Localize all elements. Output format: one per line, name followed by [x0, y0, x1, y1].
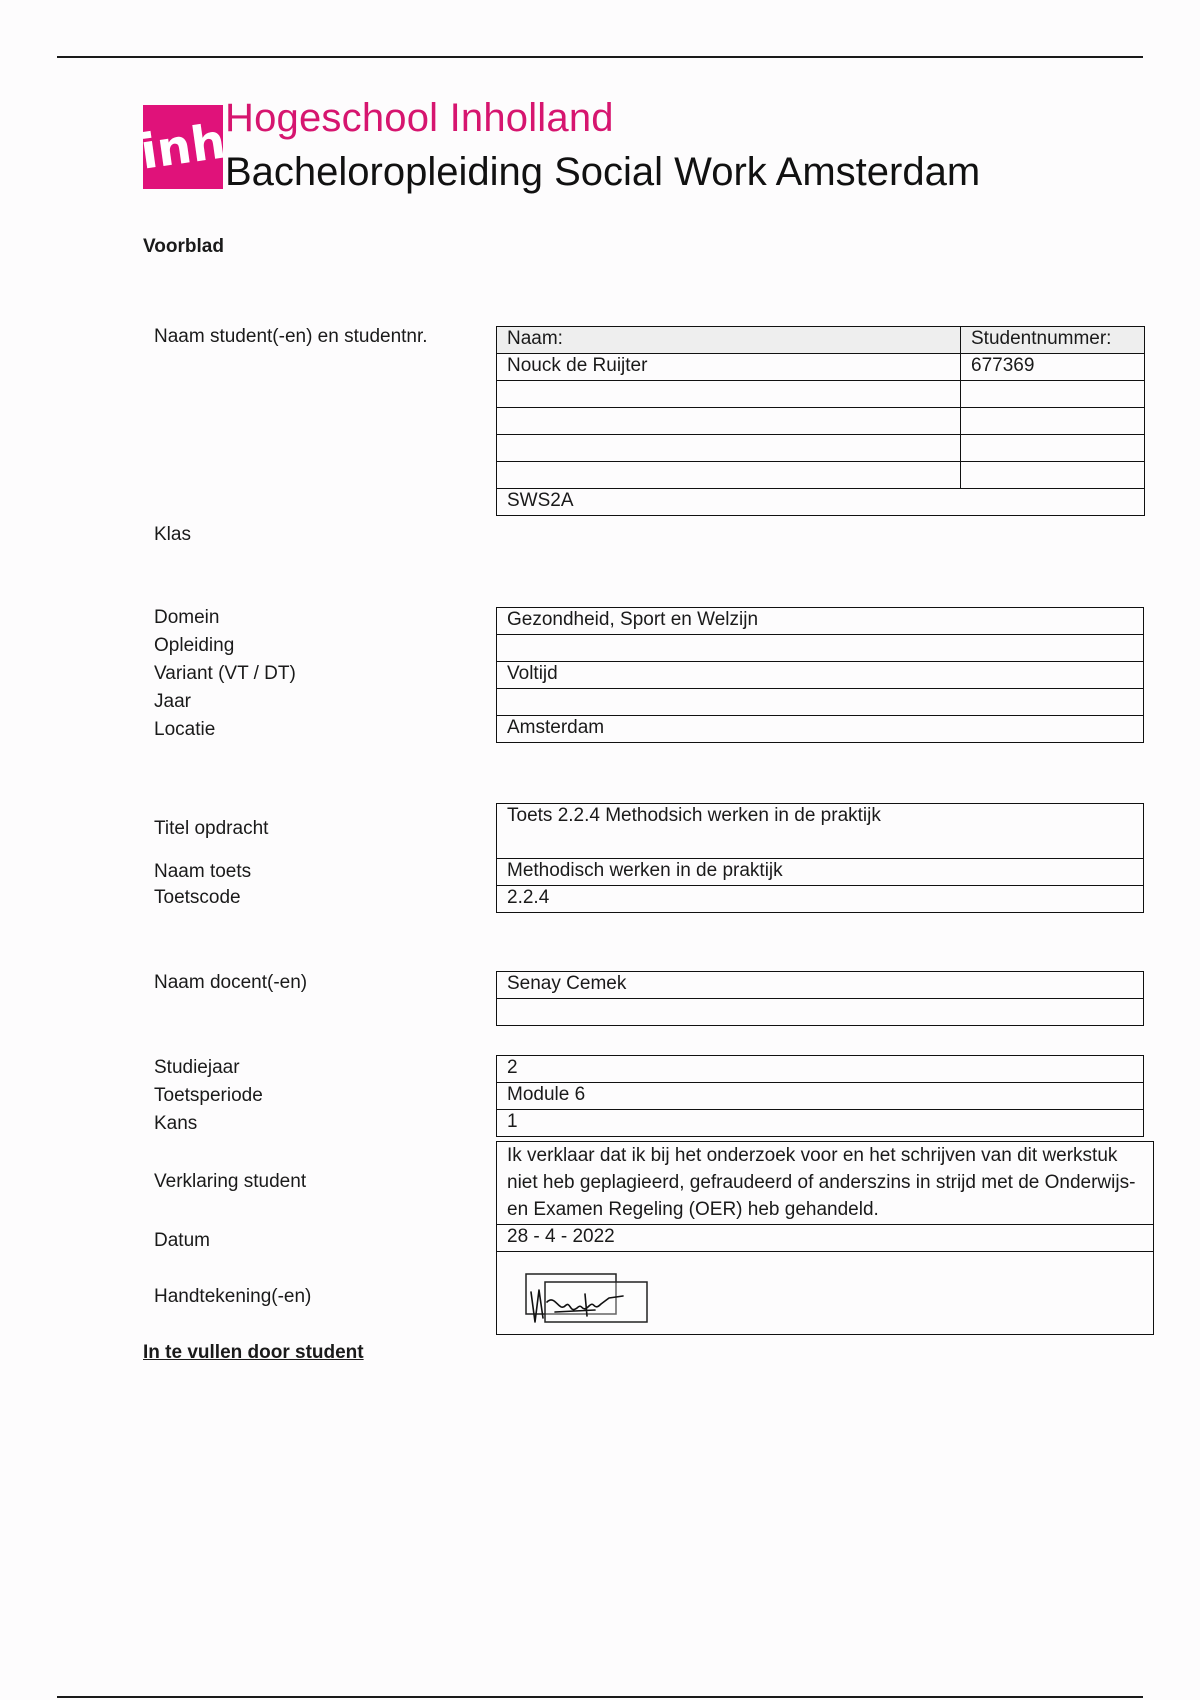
variant-cell[interactable]: Voltijd — [497, 662, 1144, 689]
label-toetscode: Toetscode — [154, 887, 241, 908]
assignment-table — [496, 803, 1144, 913]
student-name-cell[interactable] — [497, 435, 961, 462]
top-rule — [57, 56, 1143, 58]
inholland-logo — [137, 105, 229, 189]
domein-cell[interactable]: Gezondheid, Sport en Welzijn — [497, 608, 1144, 635]
kans-cell[interactable]: 1 — [497, 1110, 1144, 1137]
label-naam-toets: Naam toets — [154, 861, 252, 882]
label-datum: Datum — [154, 1230, 210, 1251]
program-info-table — [496, 607, 1144, 743]
inh-logo-icon — [137, 105, 229, 189]
label-opleiding: Opleiding — [154, 635, 235, 656]
naam-toets-cell[interactable]: Methodisch werken in de praktijk — [497, 859, 1144, 886]
opleiding-cell[interactable] — [497, 635, 1144, 662]
titel-cell[interactable]: Toets 2.2.4 Methodsich werken in de praktijk — [497, 804, 1144, 859]
student-name-cell[interactable] — [497, 408, 961, 435]
jaar-cell[interactable] — [497, 689, 1144, 716]
student-number-cell[interactable] — [961, 462, 1145, 489]
program-name: Bacheloropleiding Social Work Amsterdam — [225, 150, 981, 194]
student-number-cell[interactable] — [961, 408, 1145, 435]
students-table — [496, 326, 1145, 516]
label-handtekening: Handtekening(-en) — [154, 1286, 312, 1307]
student-name-cell[interactable]: Nouck de Ruijter — [497, 354, 961, 381]
svg-text:inh: inh — [137, 113, 229, 181]
student-number-cell[interactable] — [961, 435, 1145, 462]
bottom-rule — [57, 1696, 1143, 1698]
docent-cell[interactable] — [497, 999, 1144, 1026]
handwritten-signature — [525, 1272, 650, 1326]
column-header-name: Naam: — [497, 327, 961, 354]
label-variant: Variant (VT / DT) — [154, 663, 296, 684]
studiejaar-cell[interactable]: 2 — [497, 1056, 1144, 1083]
table-row — [497, 435, 1145, 462]
klas-row — [497, 489, 1145, 516]
docent-cell[interactable]: Senay Cemek — [497, 972, 1144, 999]
student-name-cell[interactable] — [497, 381, 961, 408]
school-name: Hogeschool Inholland — [225, 96, 614, 140]
toetscode-cell[interactable]: 2.2.4 — [497, 886, 1144, 913]
label-domein: Domein — [154, 607, 220, 628]
table-row — [497, 462, 1145, 489]
label-jaar: Jaar — [154, 691, 191, 712]
label-students: Naam student(-en) en studentnr. — [154, 326, 428, 347]
column-header-number: Studentnummer: — [961, 327, 1145, 354]
verklaring-cell: Ik verklaar dat ik bij het onderzoek voor en het schrijven van dit werkstuk niet heb geplagieerd, gefraudeerd of anderszins in strijd met de Onderwijs- en Examen Regeling (OER) heb gehandeld. — [497, 1142, 1154, 1225]
label-kans: Kans — [154, 1113, 198, 1134]
table-row — [497, 408, 1145, 435]
label-titel: Titel opdracht — [154, 818, 269, 839]
label-klas: Klas — [154, 524, 191, 545]
table-header-row — [497, 327, 1145, 354]
datum-cell[interactable]: 28 - 4 - 2022 — [497, 1225, 1154, 1252]
toetsperiode-cell[interactable]: Module 6 — [497, 1083, 1144, 1110]
klas-cell[interactable]: SWS2A — [497, 489, 1145, 516]
label-verklaring: Verklaring student — [154, 1171, 307, 1192]
label-docent: Naam docent(-en) — [154, 972, 308, 993]
student-number-cell[interactable]: 677369 — [961, 354, 1145, 381]
label-studiejaar: Studiejaar — [154, 1057, 240, 1078]
student-number-cell[interactable] — [961, 381, 1145, 408]
locatie-cell[interactable]: Amsterdam — [497, 716, 1144, 743]
footer-note: In te vullen door student — [143, 1342, 364, 1363]
section-title: Voorblad — [143, 236, 224, 257]
label-locatie: Locatie — [154, 719, 216, 740]
teachers-table — [496, 971, 1144, 1026]
table-row — [497, 381, 1145, 408]
study-table — [496, 1055, 1144, 1137]
student-name-cell[interactable] — [497, 462, 961, 489]
label-toetsperiode: Toetsperiode — [154, 1085, 263, 1106]
table-row — [497, 354, 1145, 381]
